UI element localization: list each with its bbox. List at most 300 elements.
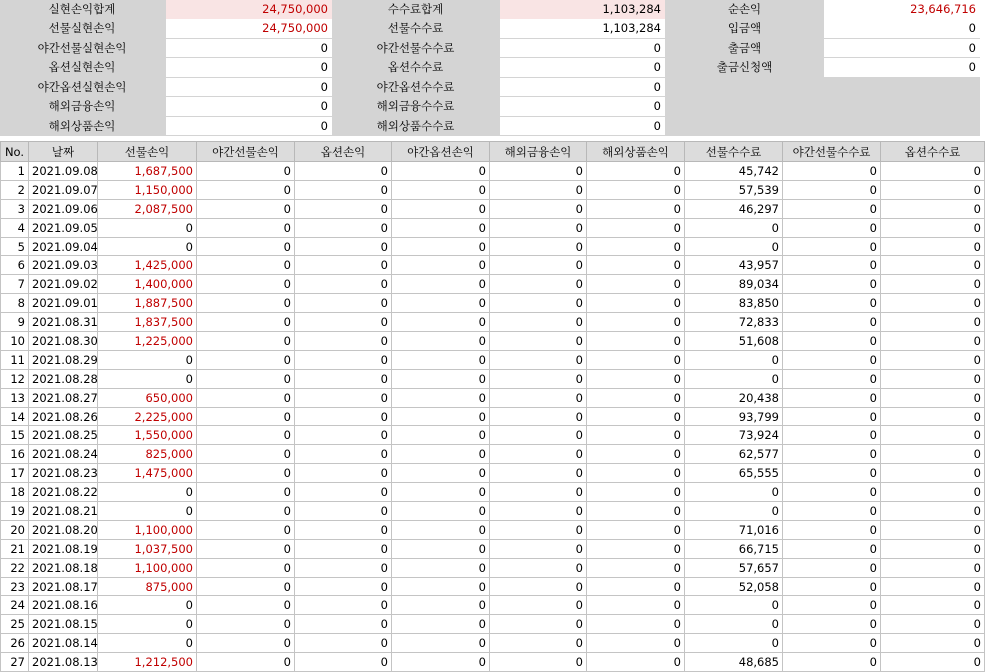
table-cell: 46,297 — [685, 199, 783, 218]
table-cell: 0 — [295, 520, 392, 539]
table-cell: 0 — [685, 237, 783, 256]
summary-label: 입금액 — [667, 19, 822, 38]
table-cell: 0 — [392, 539, 490, 558]
table-cell: 0 — [392, 294, 490, 313]
summary-label: 해외금융수수료 — [333, 97, 498, 116]
table-row[interactable] — [1, 539, 985, 558]
table-cell: 0 — [587, 483, 685, 502]
table-cell: 2021.09.02 — [29, 275, 98, 294]
table-cell: 0 — [197, 520, 295, 539]
table-row[interactable] — [1, 332, 985, 351]
table-cell: 0 — [783, 634, 881, 653]
table-cell: 0 — [197, 615, 295, 634]
table-cell: 0 — [587, 199, 685, 218]
table-cell: 15 — [1, 426, 29, 445]
table-cell: 0 — [392, 256, 490, 275]
table-cell: 52,058 — [685, 577, 783, 596]
table-cell: 0 — [295, 426, 392, 445]
table-cell: 0 — [197, 275, 295, 294]
column-header[interactable]: 선물손익 — [98, 142, 197, 162]
table-cell: 0 — [881, 256, 985, 275]
table-cell: 2021.08.14 — [29, 634, 98, 653]
table-cell: 51,608 — [685, 332, 783, 351]
summary-label: 옵션수수료 — [333, 58, 498, 77]
table-cell: 2021.08.21 — [29, 502, 98, 521]
summary-value: 1,103,284 — [500, 19, 665, 38]
table-cell: 0 — [197, 237, 295, 256]
table-cell: 16 — [1, 445, 29, 464]
table-cell: 0 — [197, 502, 295, 521]
table-cell: 0 — [392, 558, 490, 577]
table-cell: 825,000 — [98, 445, 197, 464]
table-cell: 0 — [783, 162, 881, 181]
table-cell: 0 — [783, 388, 881, 407]
table-cell: 0 — [392, 596, 490, 615]
table-cell: 0 — [490, 275, 587, 294]
table-cell: 0 — [783, 218, 881, 237]
table-cell: 1,425,000 — [98, 256, 197, 275]
table-cell: 0 — [197, 634, 295, 653]
table-cell: 0 — [392, 483, 490, 502]
table-row[interactable] — [1, 653, 985, 672]
table-cell: 12 — [1, 369, 29, 388]
table-cell: 45,742 — [685, 162, 783, 181]
table-cell: 0 — [392, 577, 490, 596]
table-cell: 0 — [685, 596, 783, 615]
table-cell: 0 — [490, 388, 587, 407]
table-cell: 2021.08.16 — [29, 596, 98, 615]
table-cell: 25 — [1, 615, 29, 634]
table-cell: 2,225,000 — [98, 407, 197, 426]
table-cell: 2021.08.30 — [29, 332, 98, 351]
table-cell: 0 — [783, 199, 881, 218]
summary-value: 0 — [500, 58, 665, 77]
table-cell: 0 — [685, 369, 783, 388]
table-cell: 0 — [685, 218, 783, 237]
table-cell: 3 — [1, 199, 29, 218]
table-row[interactable] — [1, 407, 985, 426]
table-cell: 0 — [197, 577, 295, 596]
table-cell: 0 — [197, 332, 295, 351]
table-cell: 0 — [392, 332, 490, 351]
table-cell: 2021.09.05 — [29, 218, 98, 237]
table-row[interactable] — [1, 615, 985, 634]
column-header[interactable]: 야간옵션손익 — [392, 142, 490, 162]
summary-label: 야간선물실현손익 — [0, 39, 164, 58]
table-cell: 2021.08.13 — [29, 653, 98, 672]
table-cell: 2021.08.22 — [29, 483, 98, 502]
table-cell: 0 — [881, 199, 985, 218]
table-cell: 0 — [197, 653, 295, 672]
summary-label: 출금신청액 — [667, 58, 822, 77]
column-header[interactable]: 해외금융손익 — [490, 142, 587, 162]
table-cell: 0 — [881, 464, 985, 483]
table-row[interactable] — [1, 388, 985, 407]
table-cell: 0 — [392, 653, 490, 672]
table-cell: 0 — [197, 218, 295, 237]
table-row[interactable] — [1, 199, 985, 218]
column-header[interactable]: 야간선물수수료 — [783, 142, 881, 162]
table-cell: 0 — [587, 653, 685, 672]
summary-label: 해외상품손익 — [0, 117, 164, 136]
summary-empty-cell — [667, 78, 822, 97]
table-row[interactable] — [1, 313, 985, 332]
table-cell: 0 — [295, 199, 392, 218]
table-cell: 0 — [490, 634, 587, 653]
table-cell: 21 — [1, 539, 29, 558]
table-row[interactable] — [1, 275, 985, 294]
table-cell: 0 — [490, 180, 587, 199]
table-row[interactable] — [1, 256, 985, 275]
table-cell: 2021.08.24 — [29, 445, 98, 464]
table-cell: 0 — [392, 180, 490, 199]
table-cell: 0 — [295, 464, 392, 483]
summary-value: 0 — [500, 78, 665, 97]
table-cell: 2021.08.19 — [29, 539, 98, 558]
table-cell: 0 — [881, 502, 985, 521]
summary-value: 0 — [824, 58, 980, 77]
table-row[interactable] — [1, 445, 985, 464]
table-cell: 1,475,000 — [98, 464, 197, 483]
table-cell: 0 — [98, 483, 197, 502]
table-cell: 0 — [587, 615, 685, 634]
summary-empty-cell — [824, 78, 980, 97]
column-header[interactable]: 날짜 — [29, 142, 98, 162]
column-header[interactable]: 옵션수수료 — [881, 142, 985, 162]
table-cell: 2021.09.03 — [29, 256, 98, 275]
table-cell: 0 — [587, 332, 685, 351]
table-row[interactable] — [1, 520, 985, 539]
table-cell: 0 — [295, 350, 392, 369]
table-cell: 13 — [1, 388, 29, 407]
table-row[interactable] — [1, 502, 985, 521]
table-cell: 0 — [295, 445, 392, 464]
table-cell: 57,657 — [685, 558, 783, 577]
column-header[interactable]: 옵션손익 — [295, 142, 392, 162]
table-cell: 0 — [490, 464, 587, 483]
table-cell: 71,016 — [685, 520, 783, 539]
table-row[interactable] — [1, 162, 985, 181]
table-cell: 0 — [881, 313, 985, 332]
table-cell: 0 — [392, 199, 490, 218]
table-cell: 0 — [197, 294, 295, 313]
table-row[interactable] — [1, 558, 985, 577]
table-cell: 0 — [295, 294, 392, 313]
summary-empty-cell — [824, 97, 980, 116]
table-cell: 1,837,500 — [98, 313, 197, 332]
table-cell: 0 — [881, 634, 985, 653]
summary-value: 1,103,284 — [500, 0, 665, 19]
table-cell: 2021.08.28 — [29, 369, 98, 388]
table-cell: 5 — [1, 237, 29, 256]
table-cell: 0 — [197, 539, 295, 558]
table-cell: 2021.08.15 — [29, 615, 98, 634]
table-cell: 1,100,000 — [98, 520, 197, 539]
table-cell: 22 — [1, 558, 29, 577]
table-cell: 1,150,000 — [98, 180, 197, 199]
table-cell: 0 — [881, 294, 985, 313]
table-cell: 0 — [295, 653, 392, 672]
table-cell: 0 — [587, 464, 685, 483]
table-cell: 2021.08.29 — [29, 350, 98, 369]
table-cell: 0 — [197, 180, 295, 199]
table-cell: 2021.08.27 — [29, 388, 98, 407]
table-cell: 0 — [197, 426, 295, 445]
table-row[interactable] — [1, 350, 985, 369]
table-cell: 0 — [783, 577, 881, 596]
table-cell: 0 — [392, 313, 490, 332]
table-row[interactable] — [1, 483, 985, 502]
table-cell: 0 — [392, 634, 490, 653]
table-cell: 0 — [783, 237, 881, 256]
column-header[interactable]: 선물수수료 — [685, 142, 783, 162]
table-cell: 0 — [783, 596, 881, 615]
table-cell: 0 — [783, 615, 881, 634]
table-cell: 0 — [490, 162, 587, 181]
table-cell: 0 — [490, 199, 587, 218]
table-cell: 0 — [685, 350, 783, 369]
table-cell: 0 — [587, 558, 685, 577]
table-cell: 0 — [881, 520, 985, 539]
table-cell: 27 — [1, 653, 29, 672]
table-cell: 0 — [587, 256, 685, 275]
table-cell: 2021.08.17 — [29, 577, 98, 596]
table-cell: 2021.09.08 — [29, 162, 98, 181]
table-cell: 0 — [587, 520, 685, 539]
table-cell: 0 — [783, 445, 881, 464]
table-cell: 83,850 — [685, 294, 783, 313]
table-cell: 0 — [197, 313, 295, 332]
summary-value: 0 — [500, 39, 665, 58]
table-cell: 2021.08.20 — [29, 520, 98, 539]
table-cell: 0 — [490, 256, 587, 275]
table-cell: 0 — [490, 520, 587, 539]
table-cell: 2021.09.01 — [29, 294, 98, 313]
table-cell: 0 — [295, 256, 392, 275]
table-cell: 1,400,000 — [98, 275, 197, 294]
table-cell: 0 — [392, 350, 490, 369]
daily-pnl-table — [0, 141, 985, 672]
summary-value: 0 — [166, 117, 332, 136]
table-row[interactable] — [1, 180, 985, 199]
table-cell: 0 — [392, 369, 490, 388]
table-cell: 0 — [783, 275, 881, 294]
table-row[interactable] — [1, 237, 985, 256]
table-cell: 0 — [587, 180, 685, 199]
table-cell: 0 — [587, 294, 685, 313]
table-cell: 0 — [197, 256, 295, 275]
table-cell: 4 — [1, 218, 29, 237]
table-cell: 7 — [1, 275, 29, 294]
table-cell: 0 — [490, 615, 587, 634]
table-cell: 2021.08.31 — [29, 313, 98, 332]
table-cell: 0 — [295, 596, 392, 615]
table-cell: 0 — [295, 502, 392, 521]
table-cell: 2021.08.25 — [29, 426, 98, 445]
table-cell: 0 — [295, 634, 392, 653]
table-cell: 2021.08.23 — [29, 464, 98, 483]
summary-value: 0 — [166, 39, 332, 58]
table-cell: 0 — [881, 180, 985, 199]
table-cell: 1,550,000 — [98, 426, 197, 445]
table-cell: 0 — [881, 369, 985, 388]
table-cell: 0 — [587, 577, 685, 596]
table-cell: 0 — [587, 445, 685, 464]
table-cell: 0 — [98, 237, 197, 256]
table-cell: 0 — [392, 426, 490, 445]
summary-label: 순손익 — [667, 0, 822, 19]
table-cell: 0 — [783, 483, 881, 502]
table-cell: 0 — [98, 350, 197, 369]
table-row[interactable] — [1, 369, 985, 388]
table-cell: 0 — [783, 502, 881, 521]
table-cell: 0 — [881, 596, 985, 615]
table-cell: 9 — [1, 313, 29, 332]
table-row[interactable] — [1, 294, 985, 313]
table-cell: 0 — [881, 577, 985, 596]
table-cell: 0 — [295, 275, 392, 294]
summary-label: 선물수수료 — [333, 19, 498, 38]
table-cell: 0 — [490, 502, 587, 521]
table-cell: 0 — [295, 483, 392, 502]
table-header-row — [1, 142, 985, 162]
table-cell: 875,000 — [98, 577, 197, 596]
table-cell: 650,000 — [98, 388, 197, 407]
table-cell: 0 — [392, 464, 490, 483]
column-header[interactable]: 해외상품손익 — [587, 142, 685, 162]
table-cell: 0 — [392, 502, 490, 521]
table-cell: 1 — [1, 162, 29, 181]
table-cell: 18 — [1, 483, 29, 502]
summary-panel — [0, 0, 980, 136]
table-cell: 0 — [197, 199, 295, 218]
table-cell: 0 — [392, 275, 490, 294]
table-cell: 0 — [881, 275, 985, 294]
table-cell: 0 — [881, 218, 985, 237]
table-cell: 0 — [392, 445, 490, 464]
table-cell: 0 — [587, 237, 685, 256]
summary-value: 0 — [166, 78, 332, 97]
table-cell: 2021.09.06 — [29, 199, 98, 218]
summary-value: 0 — [824, 39, 980, 58]
table-row[interactable] — [1, 464, 985, 483]
column-header[interactable]: 야간선물손익 — [197, 142, 295, 162]
summary-value: 24,750,000 — [166, 0, 332, 19]
table-cell: 0 — [490, 237, 587, 256]
table-cell: 24 — [1, 596, 29, 615]
table-cell: 0 — [295, 388, 392, 407]
table-row[interactable] — [1, 426, 985, 445]
table-cell: 0 — [392, 237, 490, 256]
table-cell: 0 — [197, 558, 295, 577]
table-row[interactable] — [1, 596, 985, 615]
table-cell: 1,225,000 — [98, 332, 197, 351]
table-cell: 72,833 — [685, 313, 783, 332]
table-cell: 0 — [490, 445, 587, 464]
table-cell: 0 — [295, 539, 392, 558]
table-cell: 0 — [197, 464, 295, 483]
table-cell: 0 — [881, 483, 985, 502]
table-cell: 2021.08.26 — [29, 407, 98, 426]
summary-label: 수수료합계 — [333, 0, 498, 19]
summary-value: 24,750,000 — [166, 19, 332, 38]
table-cell: 0 — [490, 313, 587, 332]
table-cell: 0 — [587, 596, 685, 615]
table-cell: 2021.09.07 — [29, 180, 98, 199]
table-cell: 1,687,500 — [98, 162, 197, 181]
summary-label: 실현손익합계 — [0, 0, 164, 19]
table-cell: 0 — [295, 407, 392, 426]
table-cell: 0 — [295, 332, 392, 351]
table-row[interactable] — [1, 218, 985, 237]
table-cell: 0 — [392, 407, 490, 426]
table-row[interactable] — [1, 634, 985, 653]
table-cell: 0 — [783, 407, 881, 426]
table-row[interactable] — [1, 577, 985, 596]
table-cell: 0 — [392, 520, 490, 539]
summary-label: 선물실현손익 — [0, 19, 164, 38]
table-cell: 10 — [1, 332, 29, 351]
table-cell: 1,212,500 — [98, 653, 197, 672]
table-cell: 23 — [1, 577, 29, 596]
table-cell: 0 — [392, 218, 490, 237]
table-cell: 0 — [490, 407, 587, 426]
table-cell: 57,539 — [685, 180, 783, 199]
table-cell: 0 — [587, 426, 685, 445]
table-cell: 0 — [587, 313, 685, 332]
table-cell: 0 — [881, 237, 985, 256]
table-cell: 0 — [783, 558, 881, 577]
table-cell: 26 — [1, 634, 29, 653]
table-cell: 0 — [490, 558, 587, 577]
daily-pnl-grid[interactable] — [0, 141, 980, 669]
table-cell: 6 — [1, 256, 29, 275]
table-cell: 0 — [197, 445, 295, 464]
summary-label: 해외상품수수료 — [333, 117, 498, 136]
table-cell: 19 — [1, 502, 29, 521]
table-cell: 0 — [295, 369, 392, 388]
table-cell: 0 — [490, 426, 587, 445]
table-cell: 0 — [587, 275, 685, 294]
table-cell: 0 — [295, 558, 392, 577]
table-cell: 0 — [197, 483, 295, 502]
table-cell: 65,555 — [685, 464, 783, 483]
table-cell: 0 — [881, 615, 985, 634]
table-cell: 0 — [783, 520, 881, 539]
table-cell: 0 — [881, 407, 985, 426]
table-cell: 0 — [197, 162, 295, 181]
table-cell: 0 — [197, 388, 295, 407]
table-cell: 0 — [490, 653, 587, 672]
table-cell: 0 — [98, 369, 197, 388]
table-cell: 0 — [295, 313, 392, 332]
table-cell: 1,887,500 — [98, 294, 197, 313]
table-cell: 1,037,500 — [98, 539, 197, 558]
table-cell: 0 — [881, 332, 985, 351]
table-cell: 0 — [783, 313, 881, 332]
table-cell: 0 — [587, 634, 685, 653]
table-cell: 0 — [490, 539, 587, 558]
table-cell: 0 — [783, 180, 881, 199]
table-cell: 11 — [1, 350, 29, 369]
summary-value: 0 — [500, 97, 665, 116]
summary-label: 야간선물수수료 — [333, 39, 498, 58]
table-cell: 0 — [392, 388, 490, 407]
table-cell: 0 — [295, 218, 392, 237]
table-cell: 93,799 — [685, 407, 783, 426]
table-cell: 1,100,000 — [98, 558, 197, 577]
column-header[interactable]: No. — [1, 142, 29, 162]
